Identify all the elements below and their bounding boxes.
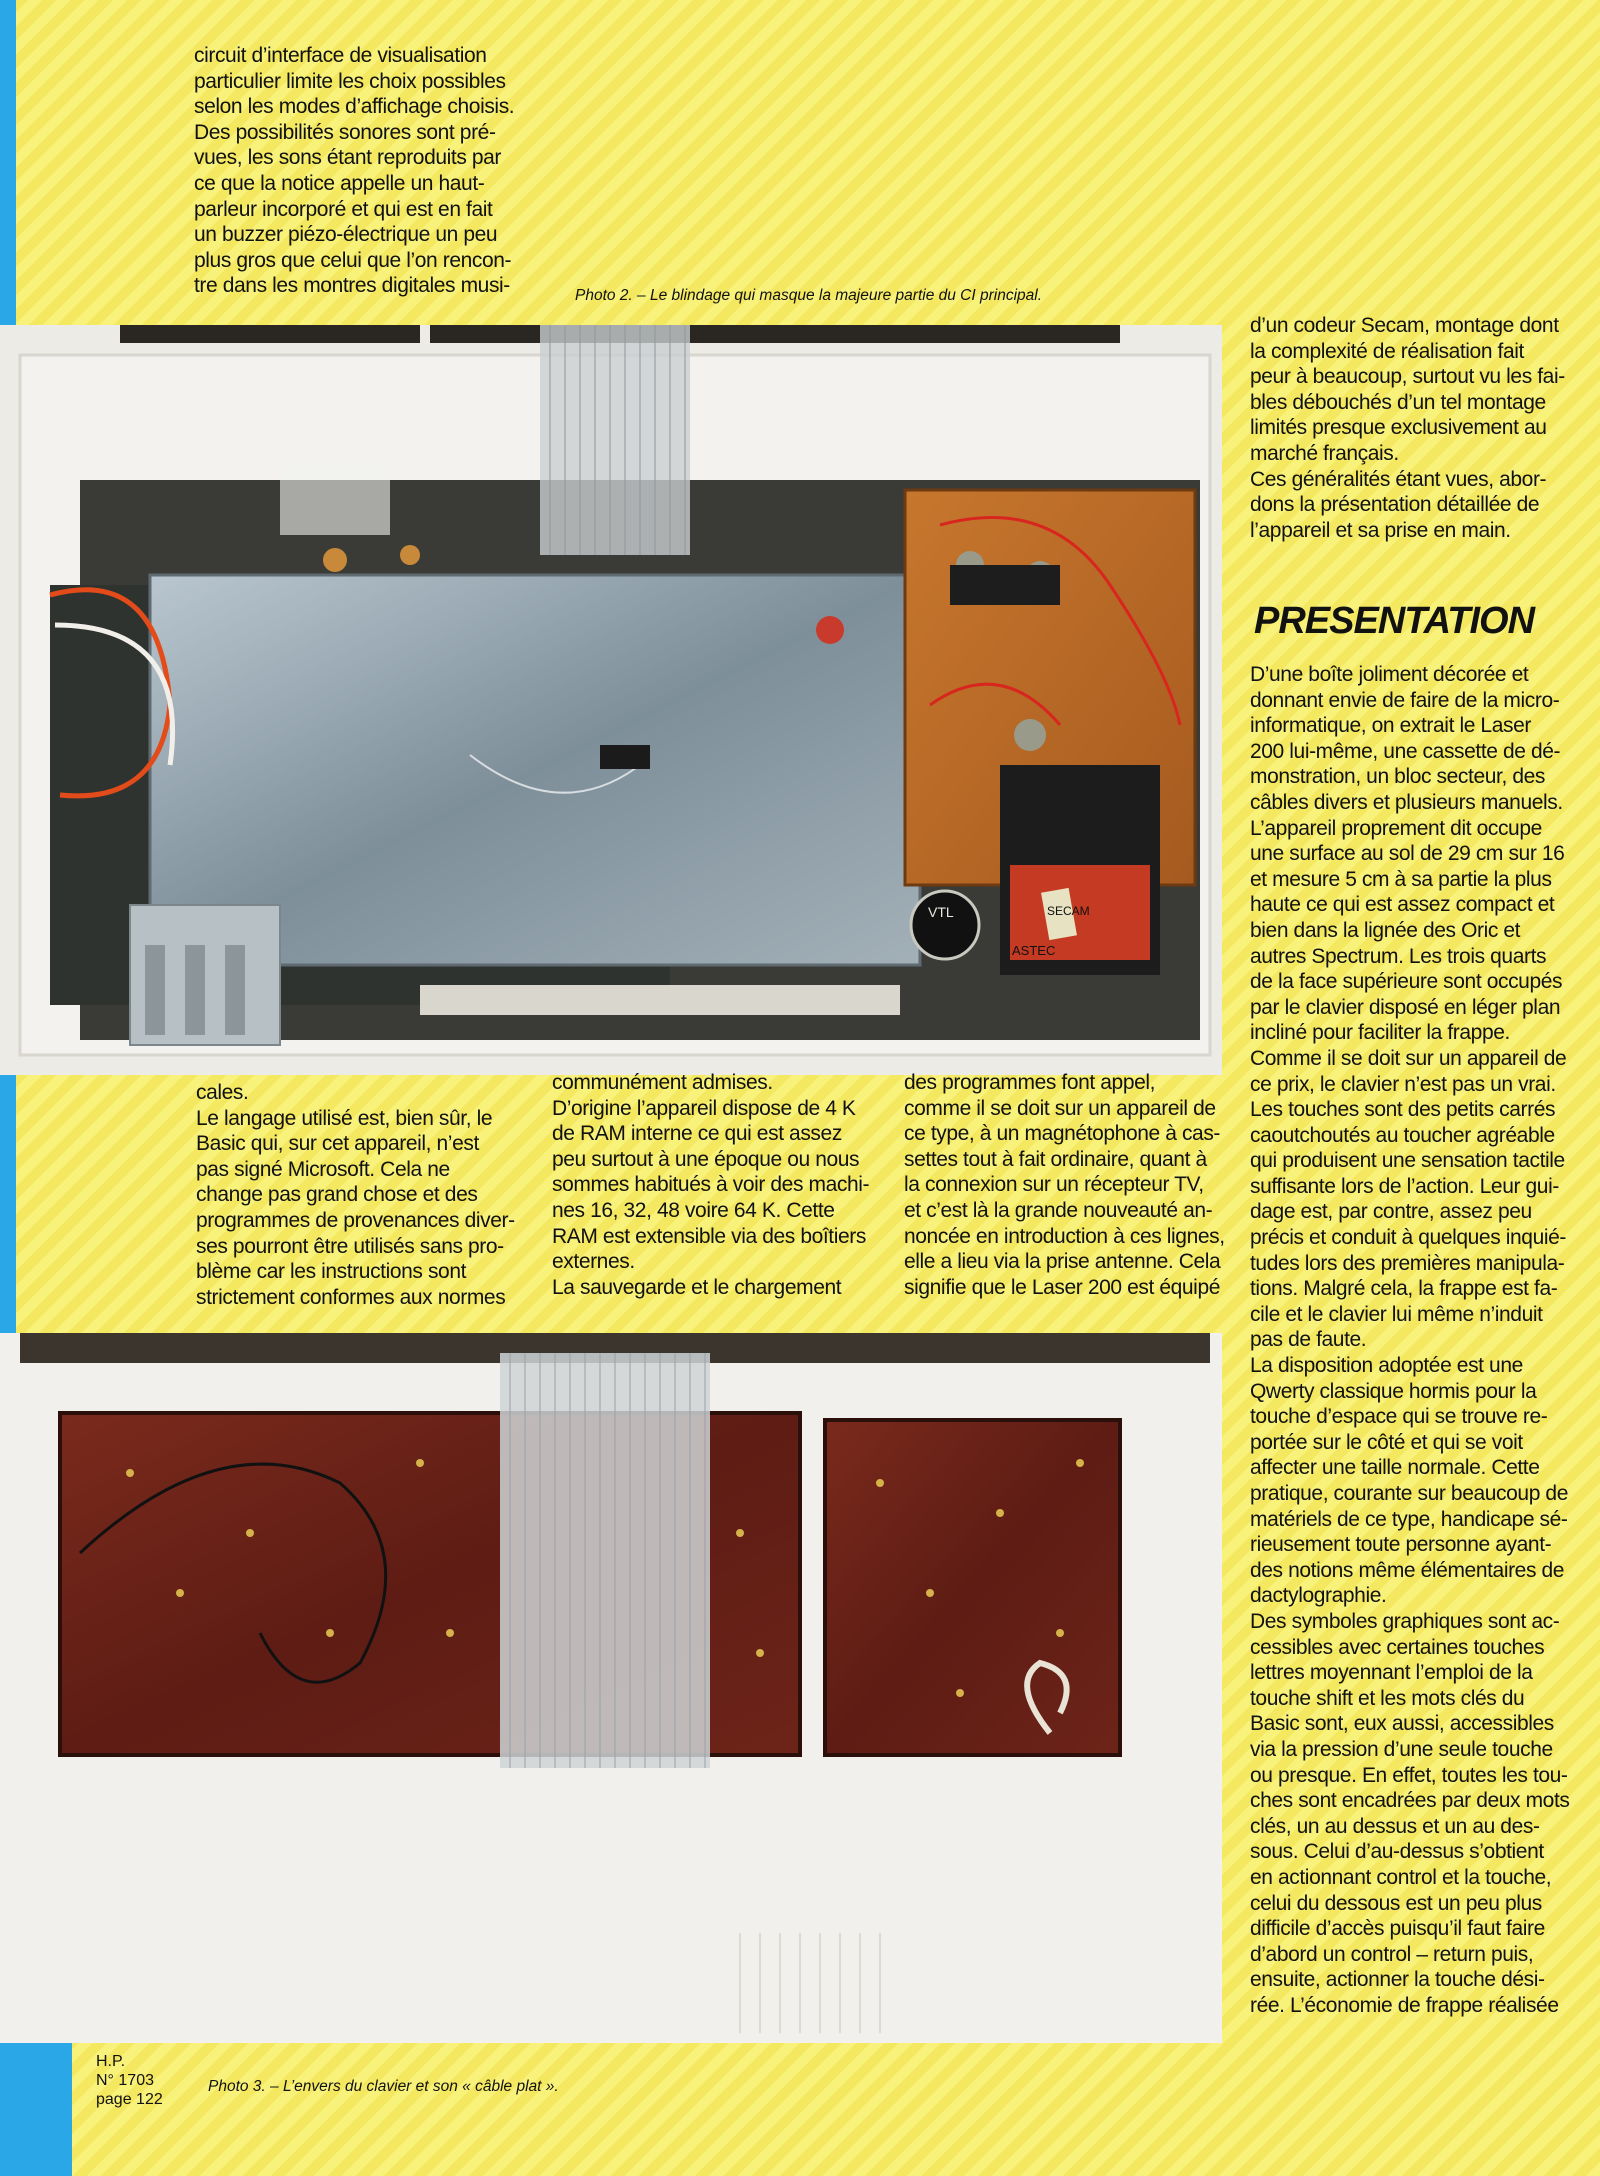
section-heading: PRESENTATION <box>1254 600 1535 642</box>
astec-label: ASTEC <box>1012 943 1056 958</box>
page-folio: H.P. N° 1703 page 122 <box>96 2053 163 2108</box>
photo2-caption: Photo 2. – Le blindage qui masque la majeure partie du CI principal. <box>575 287 1043 304</box>
article-column-right-top: d’un codeur Secam, montage dont la complexité de réalisation fait peur à beaucoup, surtout vu les fai- bles débouchés d’un tel montage limités presque exclusivement au marché français. Ces généralités étant vues, abor- dons la présentation détaillée de l’appareil et sa prise en main. <box>1250 314 1565 542</box>
secam-label: SECAM <box>1047 904 1090 918</box>
vtl-label: VTL <box>928 904 954 920</box>
photo3-caption: Photo 3. – L’envers du clavier et son « câble plat ». <box>208 2078 559 2095</box>
article-column-middle-2: communément admises. D’origine l’appareil dispose de 4 K de RAM interne ce qui est assez peu surtout à une époque ou nous sommes habitués à voir des machi- nes 16, 32, 48 voire 64 K. Cette RAM est extensible via des boîtiers externes. La sauvegarde et le chargement <box>552 1071 870 1299</box>
article-column-right-main: D’une boîte joliment décorée et donnant envie de faire de la micro- informatique, on extrait le Laser 200 lui-même, une cassette de dé- monstration, un bloc secteur, des câbles divers et plusieurs manuels. L’appareil proprement dit occupe une surface au sol de 29 cm sur 16 et mesure 5 cm à sa partie la plus haute ce qui est assez compact et bien dans la lignée des Oric et autres Spectrum. Les trois quarts de la face supérieure sont occupés par le clavier disposé en léger plan incliné pour faciliter la frappe. Comme il se doit sur un appareil de ce prix, le clavier n’est pas un vrai. Les touches sont des petits carrés caoutchoutés au toucher agréable qui produisent une sensation tactile suffisante lors de l’action. Leur gui- dage est, par contre, assez peu précis et conduit à quelques inquié- tudes lors des premières manipula- tions. Malgré cela, la frappe est fa- cile et le clavier lui même n’induit pas de faute. La disposition adoptée est une Qwerty classique hormis pour la touche d’espace qui se trouve re- portée sur le côté et qui se voit affecter une taille normale. Cette pratique, courante sur beaucoup de matériels de ce type, handicape sé- rieusement toute personne ayant- des notions même élémentaires de dactylographie. Des symboles graphiques sont ac- cessibles avec certaines touches lettres moyennant l’emploi de la touche shift et les mots clés du Basic sont, eux aussi, accessibles via la pression d’une seule touche ou presque. En effet, toutes les tou- ches sont encadrées par deux mots clés, un au dessus et un au des- sous. Celui d’au-dessus s’obtient en actionnant control et la touche, celui du dessous est un peu plus difficile d’accès puisqu’il faut faire d’abord un control – return puis, ensuite, actionner la touche dési- rée. L’économie de frappe réalisée <box>1250 663 1570 2017</box>
photo-main-board <box>0 325 1222 1075</box>
accent-bar-bottom <box>0 2042 72 2176</box>
article-column-middle-1: cales. Le langage utilisé est, bien sûr, le Basic qui, sur cet appareil, n’est pas signé Microsoft. Cela ne change pas grand chose et des programmes de provenances diver- ses pourront être utilisés sans pro- blème car les instructions sont strictement conformes aux normes <box>196 1081 515 1309</box>
accent-bar-top <box>0 0 16 335</box>
photo-keyboard-underside <box>0 1333 1222 2043</box>
article-column-top-left: circuit d’interface de visualisation particulier limite les choix possibles selon les modes d’affichage choisis. Des possibilités sonores sont pré- vues, les sons étant reproduits par ce que la notice appelle un haut- parleur incorporé et qui est en fait un buzzer piézo-électrique un peu plus gros que celui que l’on rencon- tre dans les montres digitales musi- <box>194 44 515 298</box>
article-column-middle-3: des programmes font appel, comme il se doit sur un appareil de ce type, à un magnétophone à cas- settes tout à fait ordinaire, quant à la connexion sur un récepteur TV, et c’est là la grande nouveauté an- noncée en introduction à ces lignes, elle a lieu via la prise antenne. Cela signifie que le Laser 200 est équipé <box>904 1071 1225 1299</box>
accent-bar-middle <box>0 1075 16 1345</box>
